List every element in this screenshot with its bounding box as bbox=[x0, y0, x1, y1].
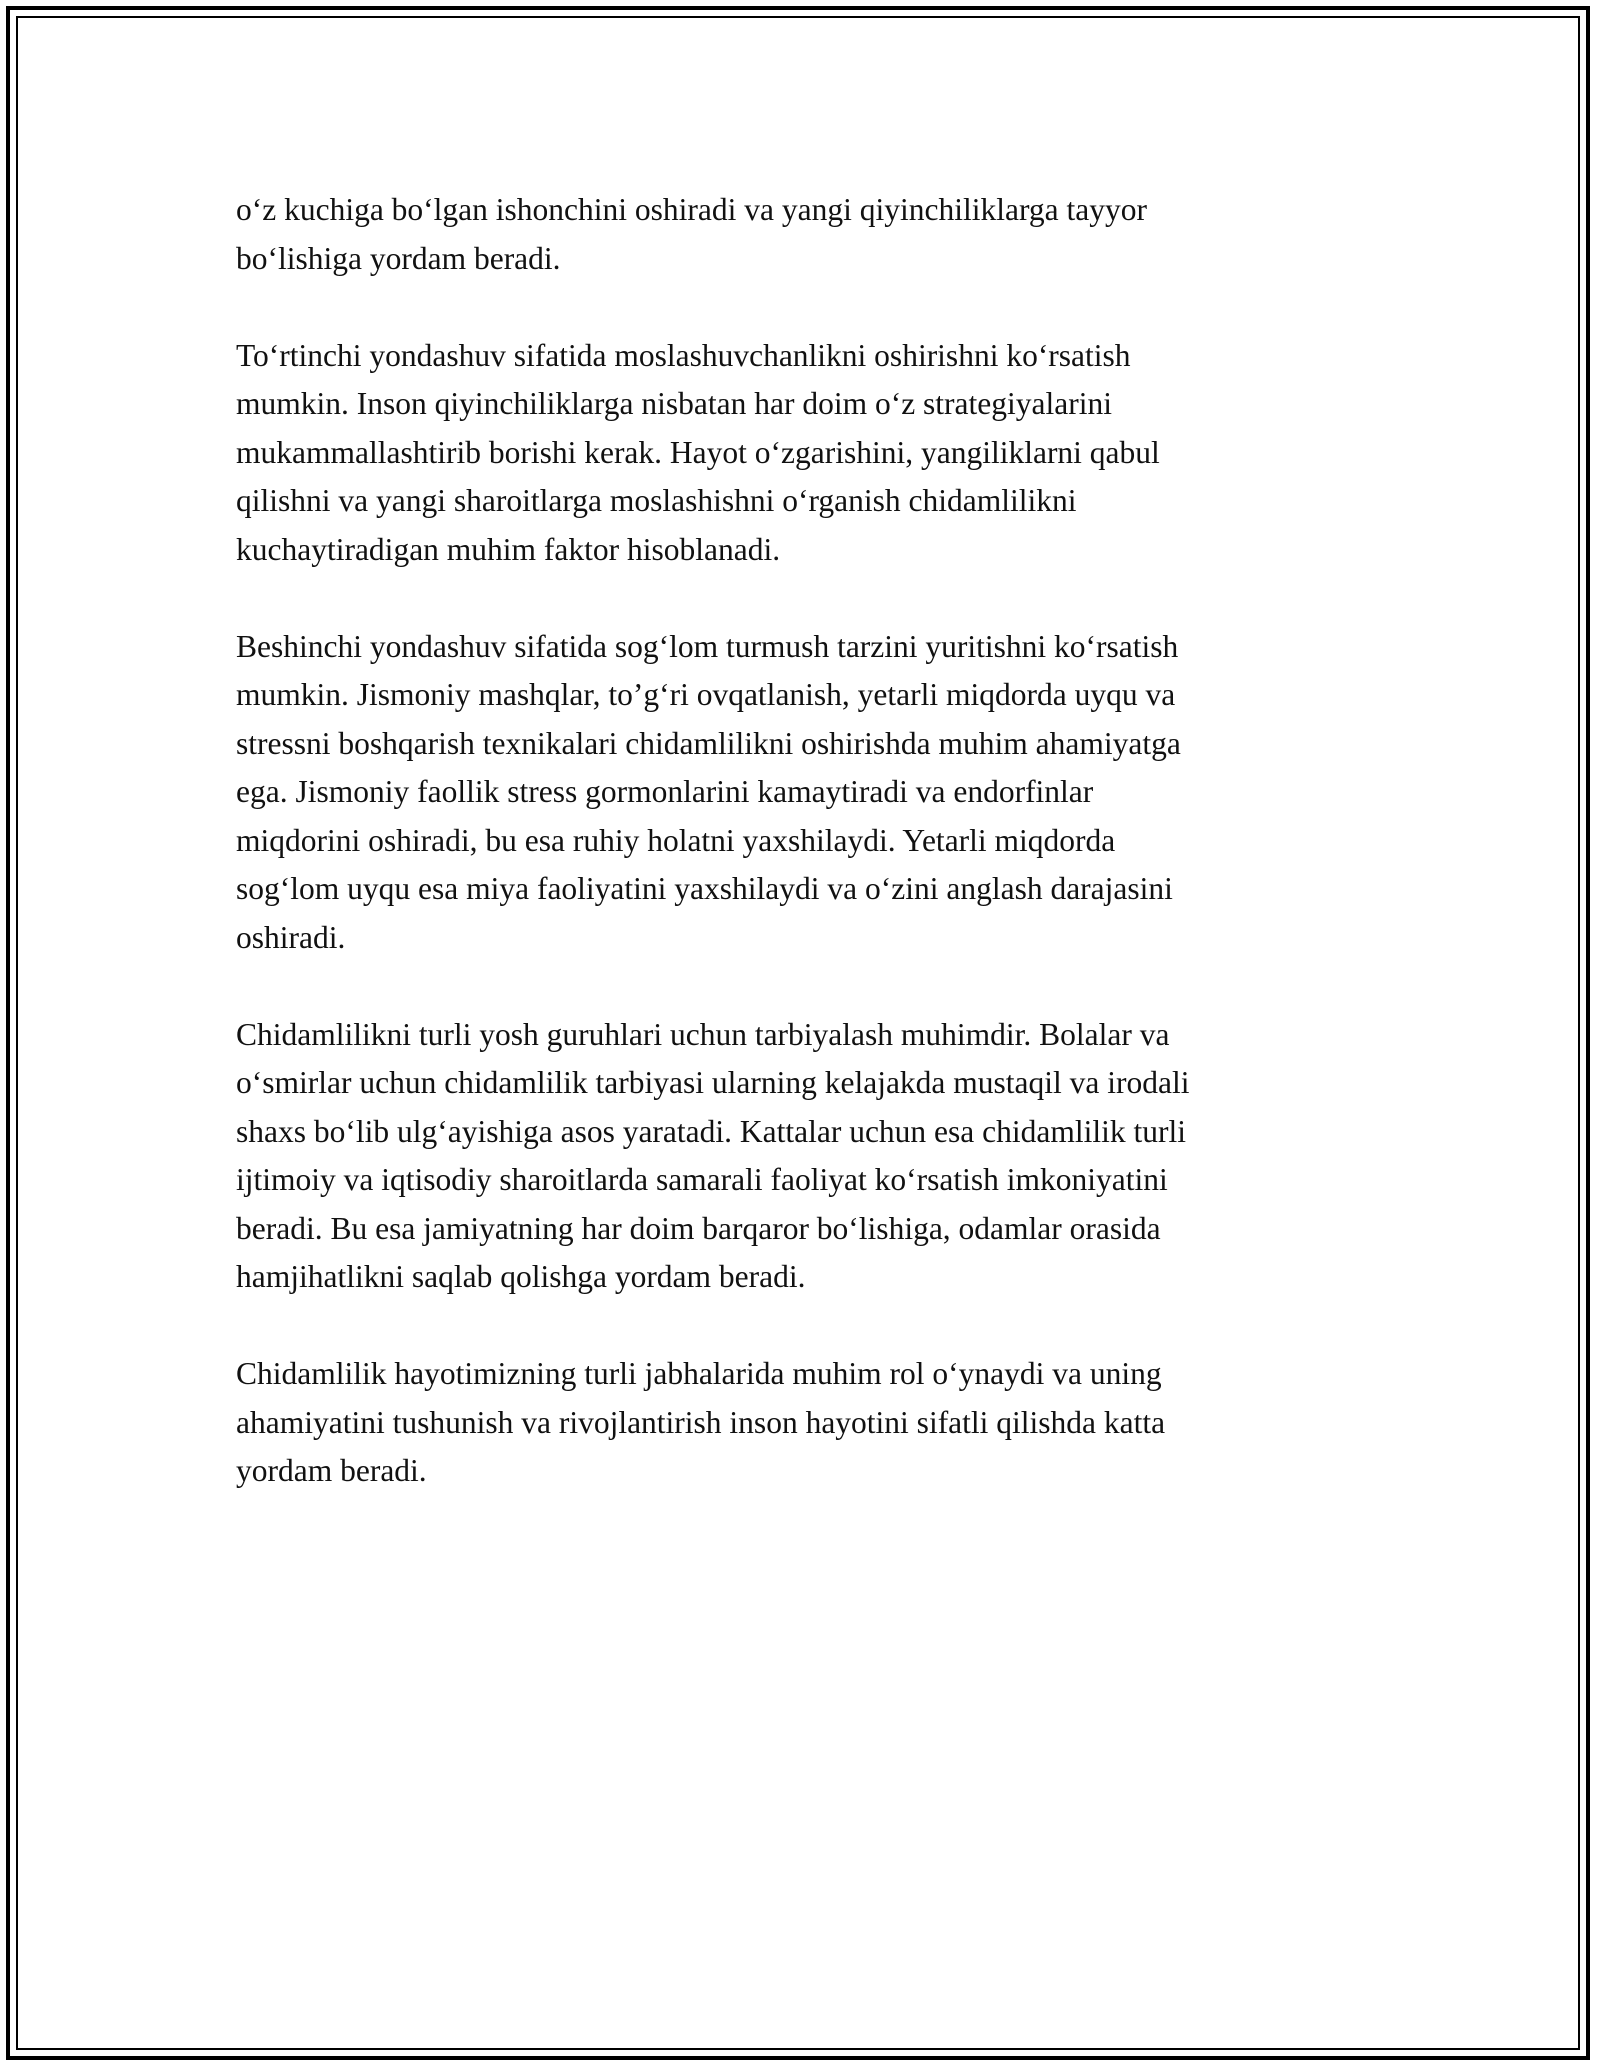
paragraph-conclusion: Chidamlilik hayotimizning turli jabhalarida muhim rol o‘ynaydi va uning ahamiyatini tushunish va rivojlantirish inson hayotini sifatli qilishda katta yordam beradi. bbox=[236, 1356, 1166, 1488]
paragraph-continuation: o‘z kuchiga bo‘lgan ishonchini oshiradi va yangi qiyinchiliklarga tayyor bo‘lishiga yordam beradi. bbox=[236, 192, 1147, 276]
paragraph-fifth-approach: Beshinchi yondashuv sifatida sog‘lom turmush tarzini yuritishni ko‘rsatish mumkin. Jismoniy mashqlar, to’g‘ri ovqatlanish, yetarli miqdorda uyqu va stressni boshqarish texnikalari chidamlilikni oshirishda muhim ahamiyatga ega. Jismoniy faollik stress gormonlarini kamaytiradi va endorfinlar miqdorini oshiradi, bu esa ruhiy holatni yaxshilaydi. Yetarli miqdorda sog‘lom uyqu esa miya faoliyatini yaxshilaydi va o‘zini anglash darajasini oshiradi. bbox=[236, 628, 1181, 955]
paragraph-age-groups: Chidamlilikni turli yosh guruhlari uchun tarbiyalash muhimdir. Bolalar va o‘smirlar uchun chidamlilik tarbiyasi ularning kelajakda mustaqil va irodali shaxs bo‘lib ulg‘ayishiga asos yaratadi. Kattalar uchun esa chidamlilik turli ijtimoiy va iqtisodiy sharoitlarda samarali faoliyat ko‘rsatish imkoniyatini beradi. Bu esa jamiyatning har doim barqaror bo‘lishiga, odamlar orasida hamjihatlikni saqlab qolishga yordam beradi. bbox=[236, 1016, 1190, 1294]
document-body bbox=[236, 186, 1356, 1496]
paragraph-fourth-approach: To‘rtinchi yondashuv sifatida moslashuvchanlikni oshirishni ko‘rsatish mumkin. Inson qiyinchiliklarga nisbatan har doim o‘z strategiyalarini mukammallashtirib borishi kerak. Hayot o‘zgarishini, yangiliklarni qabul qilishni va yangi sharoitlarga moslashishni o‘rganish chidamlilikni kuchaytiradigan muhim faktor hisoblanadi. bbox=[236, 337, 1160, 567]
